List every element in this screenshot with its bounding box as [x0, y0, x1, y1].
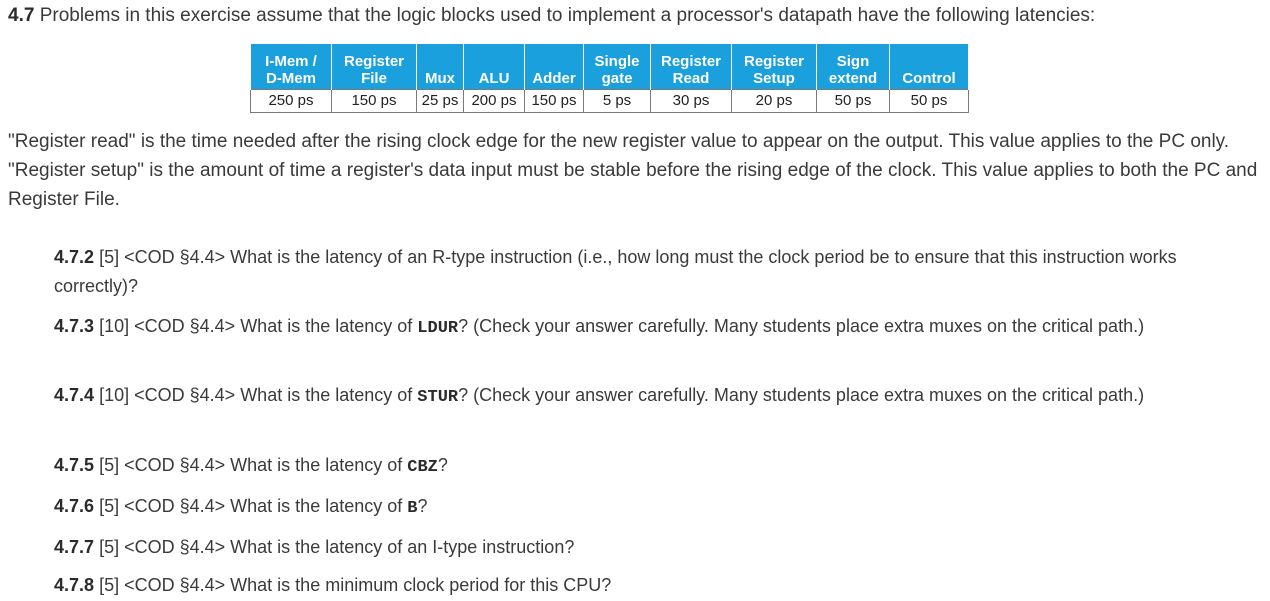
question-text: What is the latency of — [240, 385, 413, 405]
question-number: 4.7.2 — [54, 247, 95, 267]
question-text: What is the minimum clock period for this CPU? — [230, 575, 612, 595]
header-control: Control — [890, 44, 969, 90]
question-text-after: ? — [417, 496, 428, 516]
question-text: What is the latency of — [240, 316, 413, 336]
question-points: [5] — [99, 455, 120, 475]
header-register-setup: Register Setup — [732, 44, 817, 90]
exercise-number: 4.7 — [8, 5, 35, 26]
header-single-gate: Single gate — [584, 44, 651, 90]
question-4-7-6 — [54, 492, 1204, 523]
value-sign-extend: 50 ps — [817, 90, 890, 113]
header-sign-extend: Sign extend — [817, 44, 890, 90]
latency-values-row — [251, 90, 969, 113]
question-4-7-5 — [54, 451, 1204, 482]
header-imem-dmem: I-Mem / D-Mem — [251, 44, 332, 90]
value-adder: 150 ps — [525, 90, 584, 113]
instruction-code: CBZ — [407, 458, 438, 477]
question-text: What is the latency of — [230, 455, 403, 475]
question-ref: <COD §4.4> — [124, 455, 226, 475]
value-alu: 200 ps — [464, 90, 525, 113]
value-control: 50 ps — [890, 90, 969, 113]
header-register-read: Register Read — [651, 44, 732, 90]
question-ref: <COD §4.4> — [134, 316, 236, 336]
value-register-file: 150 ps — [332, 90, 417, 113]
instruction-code: LDUR — [417, 319, 459, 338]
question-4-7-8 — [54, 571, 1204, 600]
question-number: 4.7.3 — [54, 316, 95, 336]
question-4-7-3 — [54, 312, 1204, 343]
value-register-read: 30 ps — [651, 90, 732, 113]
instruction-code: B — [407, 499, 418, 518]
question-text: What is the latency of an I-type instruction? — [230, 537, 575, 557]
exercise-intro-text: Problems in this exercise assume that the logic blocks used to implement a processor's datapath have the following latencies: — [39, 5, 1096, 26]
header-register-file: Register File — [332, 44, 417, 90]
question-ref: <COD §4.4> — [124, 537, 226, 557]
latency-table-header-row — [251, 44, 969, 90]
question-points: [10] — [99, 385, 130, 405]
question-number: 4.7.8 — [54, 575, 95, 595]
question-number: 4.7.4 — [54, 385, 95, 405]
value-imem-dmem: 250 ps — [251, 90, 332, 113]
question-points: [10] — [99, 316, 130, 336]
question-4-7-7 — [54, 533, 1204, 562]
question-points: [5] — [99, 496, 120, 516]
question-4-7-2 — [54, 243, 1204, 301]
question-points: [5] — [99, 537, 120, 557]
question-number: 4.7.5 — [54, 455, 95, 475]
header-adder: Adder — [525, 44, 584, 90]
exercise-intro — [8, 3, 1095, 29]
header-mux: Mux — [417, 44, 464, 90]
question-ref: <COD §4.4> — [124, 575, 226, 595]
question-number: 4.7.7 — [54, 537, 95, 557]
question-text-after: ? — [437, 455, 448, 475]
question-4-7-4 — [54, 381, 1204, 412]
question-number: 4.7.6 — [54, 496, 95, 516]
question-ref: <COD §4.4> — [134, 385, 236, 405]
value-register-setup: 20 ps — [732, 90, 817, 113]
question-ref: <COD §4.4> — [124, 247, 226, 267]
value-mux: 25 ps — [417, 90, 464, 113]
question-text-after: ? (Check your answer carefully. Many students place extra muxes on the critical path.) — [458, 316, 1145, 336]
value-single-gate: 5 ps — [584, 90, 651, 113]
header-alu: ALU — [464, 44, 525, 90]
question-points: [5] — [99, 575, 120, 595]
question-ref: <COD §4.4> — [124, 496, 226, 516]
question-text-after: ? (Check your answer carefully. Many students place extra muxes on the critical path.) — [458, 385, 1145, 405]
question-text: What is the latency of — [230, 496, 403, 516]
latency-table — [250, 44, 969, 113]
question-points: [5] — [99, 247, 120, 267]
instruction-code: STUR — [417, 388, 459, 407]
question-text: What is the latency of an R-type instruction (i.e., how long must the clock period be to ensure that this instruction works correctly)? — [54, 247, 1177, 296]
description-paragraph: "Register read" is the time needed after the rising clock edge for the new register value to appear on the output. This value applies to the PC only. "Register setup" is the amount of time a register's data input must be stable before the rising edge of the clock. This value applies to both the PC and Register File. — [8, 131, 1258, 210]
